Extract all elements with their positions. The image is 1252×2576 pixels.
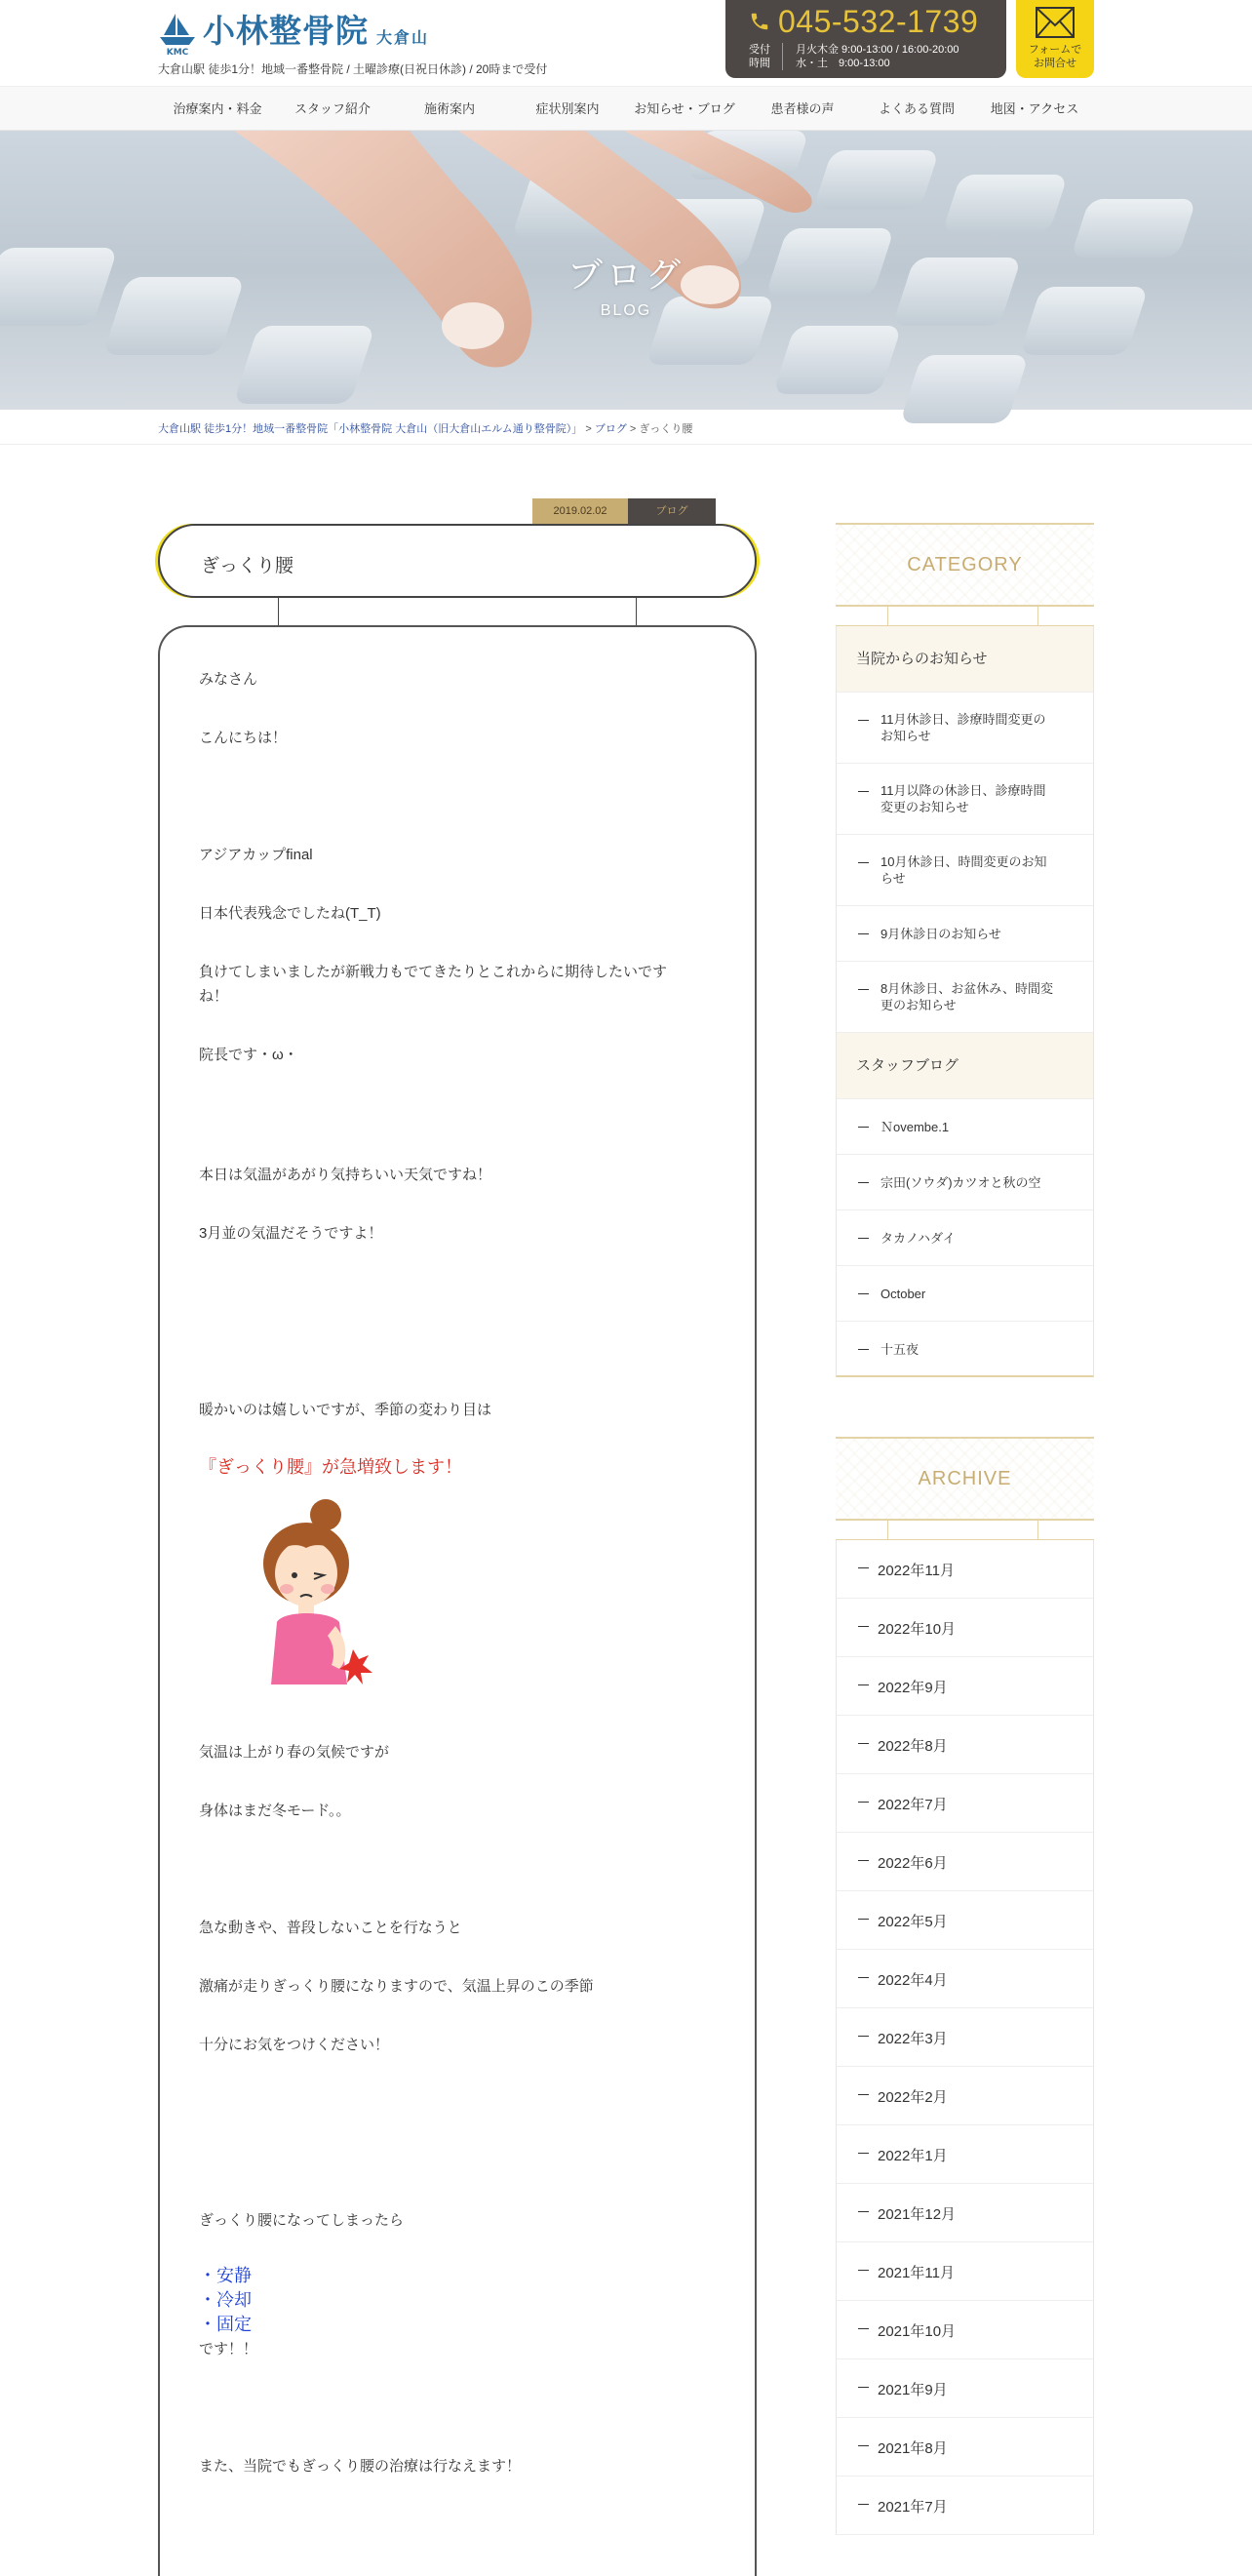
post-text: です！！ (199, 2341, 258, 2358)
global-nav (0, 86, 1252, 131)
phone-icon (749, 11, 770, 32)
business-hours: 月火木金 9:00-13:00 / 16:00-20:00 水・土 9:00-13:00 (796, 44, 959, 69)
post-text: 身体はまだ冬モード。。 (199, 1803, 351, 1819)
post-text: 本日は気温があがり気持ちいい天気ですね！ (199, 1167, 492, 1183)
archive-heading (836, 1437, 1094, 1521)
post-text: 負けてしまいましたが新戦力もでてきたりとこれからに期待したいです (199, 964, 668, 980)
dash-icon (858, 1349, 869, 1350)
dash-icon (858, 1182, 869, 1183)
dash-icon (858, 989, 869, 990)
archive-list (836, 1540, 1094, 2535)
category-list (836, 626, 1094, 1377)
site-logo[interactable] (158, 12, 429, 57)
dash-icon (858, 933, 869, 934)
archive-item[interactable]: 2021年10月 (837, 2301, 1093, 2359)
phone-box[interactable] (725, 0, 1006, 78)
post-text: ね！ (199, 988, 229, 1005)
dash-icon (858, 2387, 869, 2388)
post-text: 激痛が走りぎっくり腰になりますので、気温上昇のこの季節 (199, 1978, 594, 1995)
dash-icon (858, 1127, 869, 1128)
archive-item[interactable]: 2022年8月 (837, 1716, 1093, 1774)
category-item[interactable]: October (837, 1266, 1093, 1322)
dash-icon (858, 2270, 869, 2271)
nav-item-faq[interactable]: よくある質問 (878, 101, 955, 116)
archive-item[interactable]: 2022年1月 (837, 2125, 1093, 2184)
archive-item[interactable]: 2021年12月 (837, 2184, 1093, 2242)
category-item[interactable]: タカノハダイ (837, 1210, 1093, 1266)
logo-mark-text: KMC (166, 48, 189, 58)
connector-line (278, 598, 279, 625)
nav-item-treatment-guide[interactable]: 施術案内 (423, 101, 475, 116)
dash-icon (858, 1919, 869, 1920)
dash-icon (858, 2445, 869, 2446)
dash-icon (858, 1567, 869, 1568)
post-highlight-text: 『ぎっくり腰』が急増致します！ (199, 1457, 462, 1477)
archive-item[interactable]: 2021年9月 (837, 2359, 1093, 2418)
archive-item[interactable]: 2022年3月 (837, 2008, 1093, 2067)
category-item[interactable]: Ｎovembe.1 (837, 1099, 1093, 1155)
post-text: みなさん (199, 671, 258, 688)
category-item[interactable]: 11月以降の休診日、診療時間 変更のお知らせ (837, 764, 1093, 835)
dash-icon (858, 2036, 869, 2037)
post-text: アジアカップfinal (199, 847, 313, 863)
breadcrumb-current: ぎっくり腰 (639, 423, 693, 435)
archive-item[interactable]: 2022年7月 (837, 1774, 1093, 1833)
post-bullet: ・安静 (199, 2266, 252, 2285)
post-text: 急な動きや、普段しないことを行なうと (199, 1920, 462, 1936)
post-text: ぎっくり腰になってしまったら (199, 2212, 405, 2229)
dash-icon (858, 1626, 869, 1627)
archive-item[interactable]: 2021年7月 (837, 2477, 1093, 2535)
ship-logo-icon (158, 12, 197, 57)
nav-item-symptoms[interactable]: 症状別案内 (535, 101, 600, 116)
dash-icon (858, 862, 869, 863)
post-text: こんにちは！ (199, 730, 288, 746)
category-item[interactable]: 10月休診日、時間変更のお知 らせ (837, 835, 1093, 906)
dash-icon (858, 1977, 869, 1978)
contact-form-button[interactable] (1016, 0, 1094, 78)
dash-icon (858, 2211, 869, 2212)
post-text: また、当院でもぎっくり腰の治療は行なえます！ (199, 2458, 522, 2475)
category-title: CATEGORY (907, 554, 1023, 575)
nav-item-access[interactable]: 地図・アクセス (990, 101, 1079, 116)
archive-item[interactable]: 2021年11月 (837, 2242, 1093, 2301)
archive-item[interactable]: 2022年10月 (837, 1599, 1093, 1657)
breadcrumb-separator: > (626, 423, 640, 435)
dash-icon (858, 1238, 869, 1239)
dash-icon (858, 791, 869, 792)
post-category-badge[interactable]: ブログ (628, 498, 716, 524)
category-item[interactable]: 十五夜 (837, 1322, 1093, 1375)
logo-sub: 大倉山 (376, 28, 430, 47)
nav-item-voices[interactable]: 患者様の声 (770, 101, 835, 116)
category-item[interactable]: 11月休診日、診療時間変更の お知らせ (837, 693, 1093, 764)
post-title-box (158, 524, 757, 598)
dash-icon (858, 1293, 869, 1294)
back-pain-woman-illustration (238, 1493, 374, 1688)
breadcrumb-blog[interactable]: ブログ (594, 423, 627, 435)
phone-number[interactable]: 045-532-1739 (778, 4, 979, 39)
archive-heading-ticks (836, 1521, 1094, 1540)
nav-item-news-blog[interactable]: お知らせ・ブログ (634, 101, 735, 116)
category-item[interactable]: 8月休診日、お盆休み、時間変 更のお知らせ (837, 962, 1093, 1033)
hero-banner (0, 131, 1252, 410)
dash-icon (858, 2094, 869, 2095)
tagline: 大倉山駅 徒歩1分！地域一番整骨院 / 土曜診療(日祝日休診) / 20時まで受付 (158, 62, 548, 76)
post-body (158, 625, 757, 2576)
hero-title: ブログ (567, 255, 685, 295)
nav-item-treatment-price[interactable]: 治療案内・料金 (173, 101, 262, 116)
post-text: 十分にお気をつけください！ (199, 2037, 390, 2053)
dash-icon (858, 720, 869, 721)
mail-icon (1035, 6, 1076, 39)
category-item[interactable]: 9月休診日のお知らせ (837, 906, 1093, 962)
dash-icon (858, 1684, 869, 1685)
breadcrumb (0, 410, 1252, 445)
dash-icon (858, 2328, 869, 2329)
hours-label: 受付 時間 (749, 44, 770, 69)
archive-item[interactable]: 2022年6月 (837, 1833, 1093, 1891)
post-bullet: ・固定 (199, 2315, 252, 2334)
category-group-staff-blog[interactable]: スタッフブログ (837, 1033, 1093, 1099)
logo-name: 小林整骨院 (203, 12, 369, 50)
category-heading-ticks (836, 607, 1094, 626)
contact-form-label: フォームで お問合せ (1028, 44, 1082, 69)
dash-icon (858, 1802, 869, 1803)
category-heading (836, 523, 1094, 607)
post-bullet: ・冷却 (199, 2290, 252, 2310)
archive-item[interactable]: 2022年9月 (837, 1657, 1093, 1716)
breadcrumb-home[interactable]: 大倉山駅 徒歩1分！地域一番整骨院「小林整骨院 大倉山（旧大倉山エルム通り整骨院）」 (158, 423, 583, 435)
breadcrumb-separator: > (582, 423, 595, 435)
archive-item[interactable]: 2022年4月 (837, 1950, 1093, 2008)
nav-item-staff[interactable]: スタッフ紹介 (293, 101, 371, 116)
archive-item[interactable]: 2021年8月 (837, 2418, 1093, 2477)
hours-divider (782, 43, 783, 70)
post-date: 2019.02.02 (532, 498, 628, 524)
post-text: 日本代表残念でしたね(T_T) (199, 905, 381, 922)
archive-item[interactable]: 2022年5月 (837, 1891, 1093, 1950)
post-title: ぎっくり腰 (201, 556, 294, 576)
dash-icon (858, 2153, 869, 2154)
connector-line (636, 598, 637, 625)
post-text: 3月並の気温だそうですよ！ (199, 1225, 383, 1242)
dash-icon (858, 2504, 869, 2505)
category-group-notices[interactable]: 当院からのお知らせ (837, 626, 1093, 693)
dash-icon (858, 1743, 869, 1744)
site-header (0, 0, 1252, 86)
archive-item[interactable]: 2022年2月 (837, 2067, 1093, 2125)
dash-icon (858, 1860, 869, 1861)
archive-item[interactable]: 2022年11月 (837, 1540, 1093, 1599)
category-item[interactable]: 宗田(ソウダ)カツオと秋の空 (837, 1155, 1093, 1210)
post-text: 暖かいのは嬉しいですが、季節の変わり目は (199, 1402, 492, 1418)
post-text: 気温は上がり春の気候ですが (199, 1744, 390, 1761)
hero-subtitle: BLOG (600, 302, 652, 319)
archive-title: ARCHIVE (918, 1468, 1012, 1489)
post-text: 院長です・ω・ (199, 1047, 298, 1063)
